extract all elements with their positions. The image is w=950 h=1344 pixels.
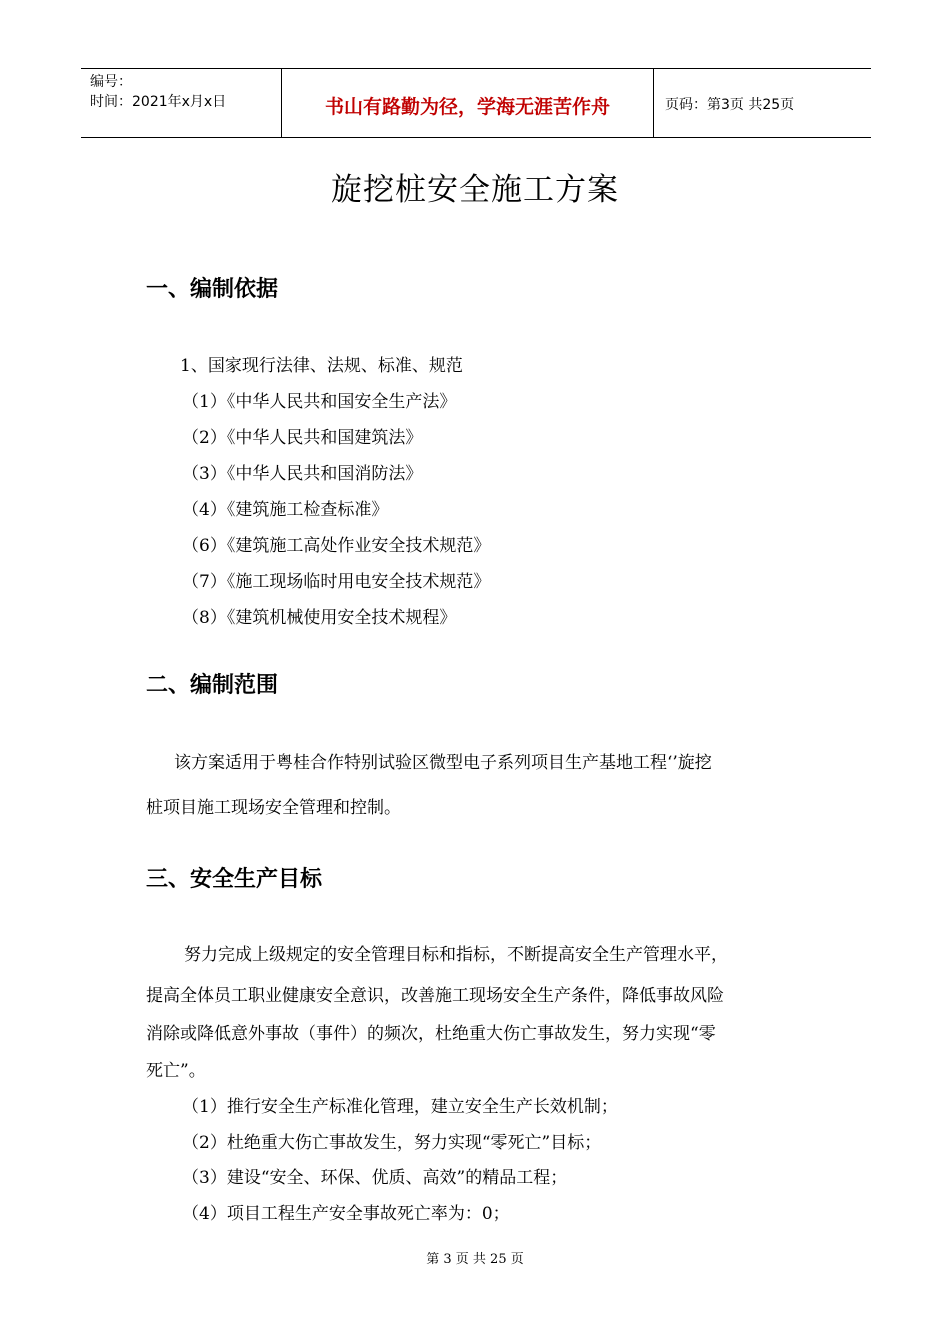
paragraph-line: 消除或降低意外事故（事件）的频次，杜绝重大伤亡事故发生，努力实现“零 xyxy=(146,1024,716,1044)
section-2-heading: 二、编制范围 xyxy=(146,673,279,698)
paragraph-line: 该方案适用于粤桂合作特别试验区微型电子系列项目生产基地工程‘’旋挖 xyxy=(174,753,712,773)
list-item: （2）《中华人民共和国建筑法》 xyxy=(182,428,423,448)
list-item: （1）《中华人民共和国安全生产法》 xyxy=(182,392,457,412)
page-code: 页码：第3页 共25页 xyxy=(665,97,795,113)
time-label: 时间：2021年x月x日 xyxy=(90,94,227,110)
header-info-cell xyxy=(81,69,282,137)
list-item: （2）杜绝重大伤亡事故发生，努力实现“零死亡”目标； xyxy=(182,1133,602,1153)
section-1-intro: 1、国家现行法律、法规、标准、规范 xyxy=(180,356,463,376)
page-footer: 第 3 页 共 25 页 xyxy=(426,1252,524,1267)
header-motto-cell xyxy=(282,69,654,137)
section-1-heading: 一、编制依据 xyxy=(146,277,279,302)
paragraph-line: 死亡”。 xyxy=(146,1061,206,1081)
paragraph-line: 桩项目施工现场安全管理和控制。 xyxy=(146,798,401,818)
list-item: （4）项目工程生产安全事故死亡率为：0； xyxy=(182,1204,510,1224)
paragraph-line: 提高全体员工职业健康安全意识，改善施工现场安全生产条件，降低事故风险 xyxy=(146,986,724,1006)
serial-label: 编号： xyxy=(90,74,132,90)
motto: 书山有路勤为径，学海无涯苦作舟 xyxy=(324,96,610,118)
list-item: （3）建设“安全、环保、优质、高效”的精品工程； xyxy=(182,1168,568,1188)
list-item: （7）《施工现场临时用电安全技术规范》 xyxy=(182,572,491,592)
section-3-heading: 三、安全生产目标 xyxy=(146,867,323,892)
paragraph-line: 努力完成上级规定的安全管理目标和指标，不断提高安全生产管理水平， xyxy=(184,945,728,965)
document-title: 旋挖桩安全施工方案 xyxy=(331,172,619,208)
header-page-cell xyxy=(654,69,871,137)
list-item: （1）推行安全生产标准化管理，建立安全生产长效机制； xyxy=(182,1097,618,1117)
list-item: （3）《中华人民共和国消防法》 xyxy=(182,464,423,484)
list-item: （6）《建筑施工高处作业安全技术规范》 xyxy=(182,536,491,556)
list-item: （8）《建筑机械使用安全技术规程》 xyxy=(182,608,457,628)
list-item: （4）《建筑施工检查标准》 xyxy=(182,500,389,520)
header-table xyxy=(81,68,871,138)
